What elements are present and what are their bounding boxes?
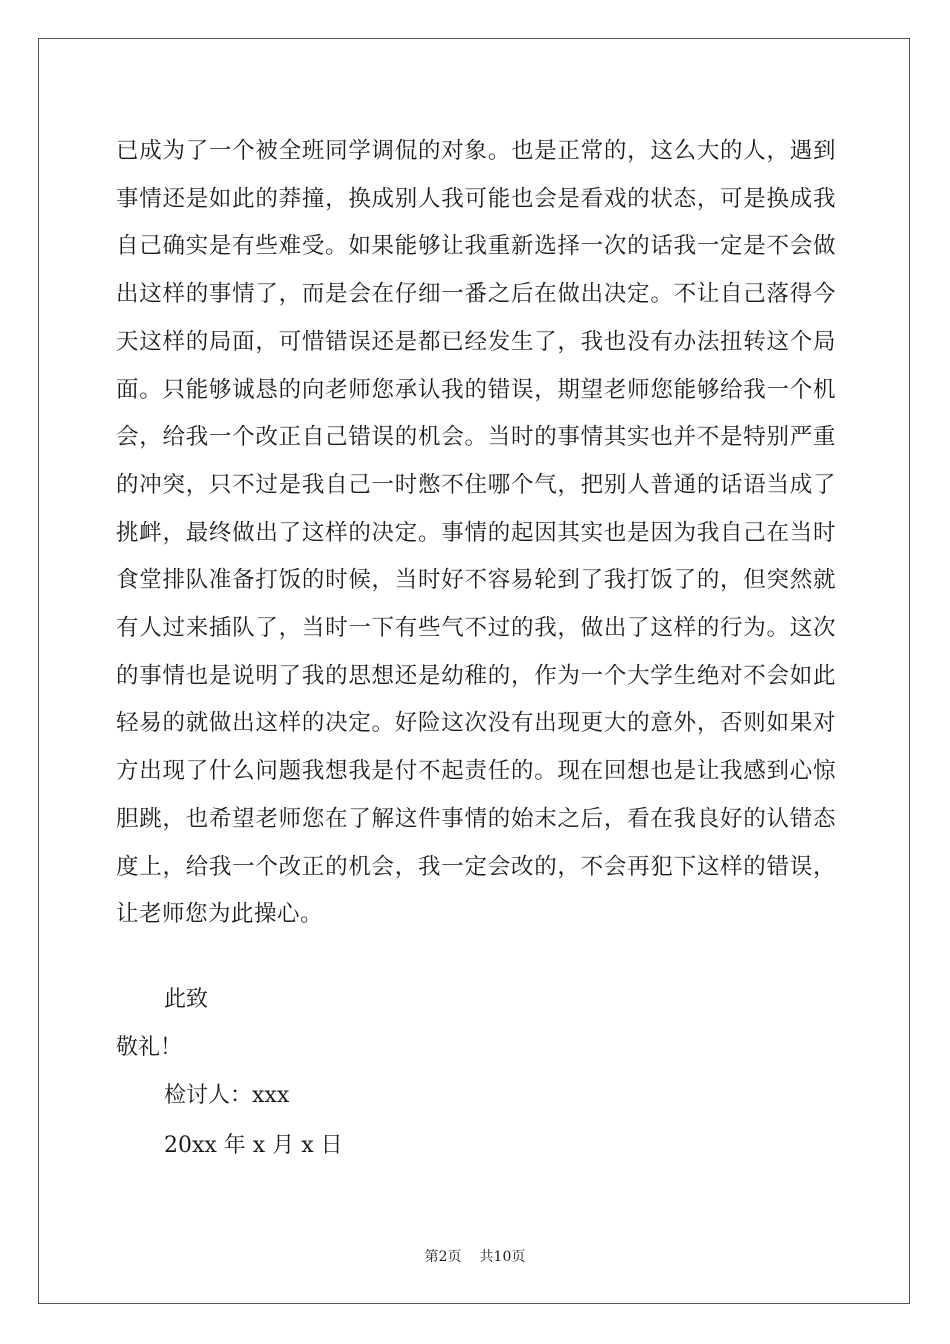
page-number: 第2页 <box>424 1249 462 1265</box>
body-paragraph: 已成为了一个被全班同学调侃的对象。也是正常的，这么大的人，遇到事情还是如此的莽撞，换成别人我可能也会是看戏的状态，可是换成我自己确实是有些难受。如果能够让我重新选择一次的话我一定是不会做出这样的事情了，而是会在仔细一番之后在做出决定。不让自己落得今天这样的局面，可惜错误还是都已经发生了，我也没有办法扭转这个局面。只能够诚恳的向老师您承认我的错误，期望老师您能够给我一个机会，给我一个改正自己错误的机会。当时的事情其实也并不是特别严重的冲突，只不过是我自己一时憋不住哪个气，把别人普通的话语当成了挑衅，最终做出了这样的决定。事情的起因其实也是因为我自己在当时食堂排队准备打饭的时候，当时好不容易轮到了我打饭了的，但突然就有人过来插队了，当时一下有些气不过的我，做出了这样的行为。这次的事情也是说明了我的思想还是幼稚的，作为一个大学生绝对不会如此轻易的就做出这样的决定。好险这次没有出现更大的意外，否则如果对方出现了什么问题我想我是付不起责任的。现在回想也是让我感到心惊胆跳，也希望老师您在了解这件事情的始末之后，看在我良好的认错态度上，给我一个改正的机会，我一定会改的，不会再犯下这样的错误，让老师您为此操心。 <box>116 138 836 928</box>
regards: 敬礼！ <box>116 1035 183 1060</box>
page-total: 共10页 <box>479 1249 526 1265</box>
page-footer <box>0 1246 950 1266</box>
date: 20xx 年 x 月 x 日 <box>164 1133 343 1158</box>
salutation: 此致 <box>164 987 209 1012</box>
signer: 检讨人：xxx <box>164 1083 290 1108</box>
